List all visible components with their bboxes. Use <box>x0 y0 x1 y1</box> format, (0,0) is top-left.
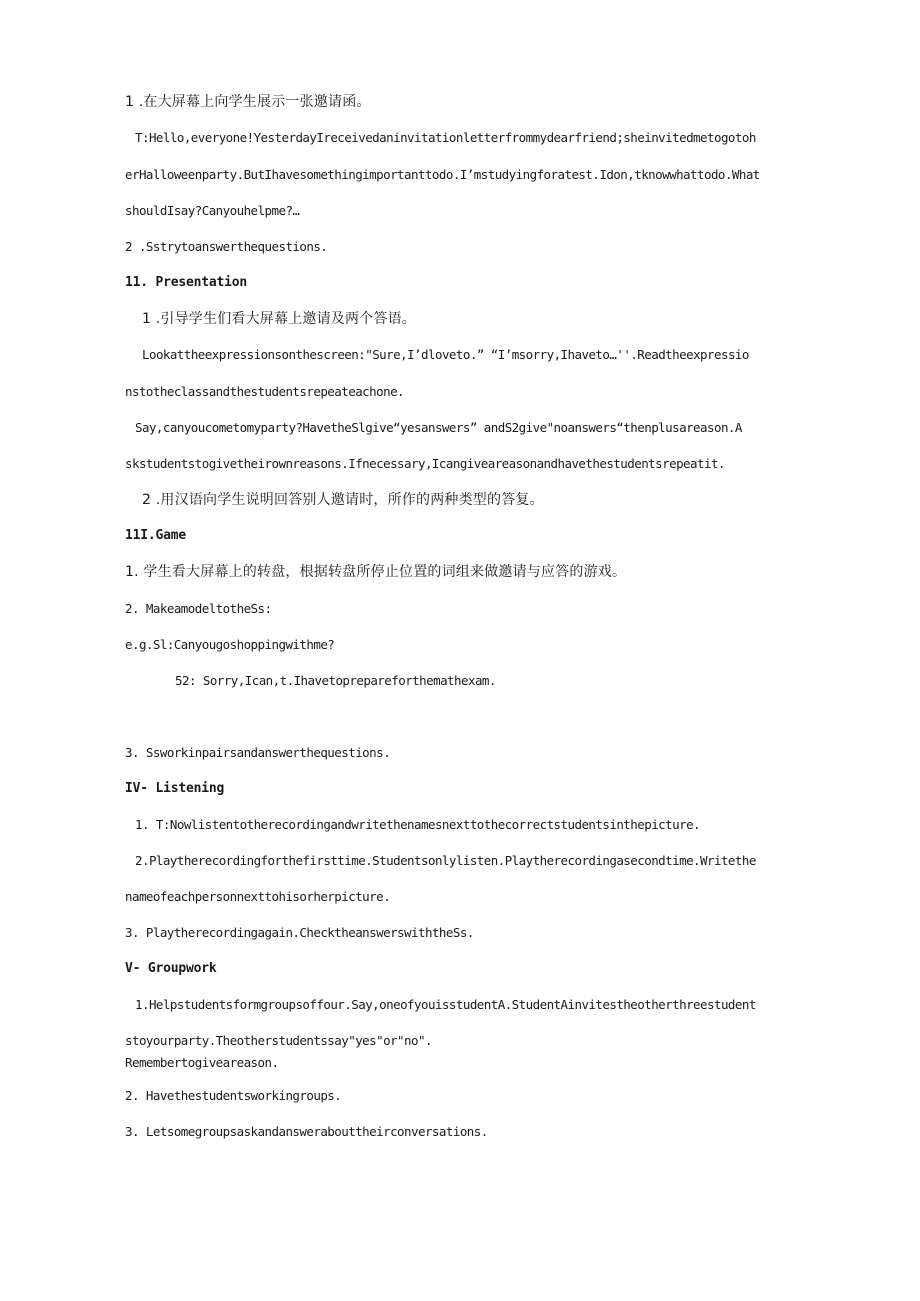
section-heading-game: 11I.Game <box>125 528 187 543</box>
listening-step-2-line-1: 2.Playtherecordingforthefirsttime.Studentsonlylisten.Playtherecordingasecondtime.Writethe <box>135 853 756 868</box>
game-step-2: 2. MakeamodeltotheSs: <box>125 601 272 616</box>
game-step-1: 1. 学生看大屏幕上的转盘，根据转盘所停止位置的词组来做邀请与应答的游戏。 <box>125 564 627 580</box>
groupwork-step-1-line-2: stoyourparty.Theotherstudentssay"yes"or"no". <box>125 1033 432 1048</box>
listening-step-1: 1. T:Nowlistentotherecordingandwritethenamesnexttothecorrectstudentsinthepicture. <box>135 817 701 832</box>
section-heading-presentation: 11. Presentation <box>125 275 248 290</box>
teacher-intro-line-1: T:Hello,everyone!YesterdayIreceivedaninvitationletterfrommydearfriend;sheinvitedmetogotoh <box>135 130 756 145</box>
groupwork-step-3: 3. Letsomegroupsaskandanswerabouttheirconversations. <box>125 1124 488 1139</box>
game-example-s1: e.g.Sl:Canyougoshoppingwithme? <box>125 637 335 652</box>
presentation-expressions-line-1: Lookattheexpressionsonthescreen:"Sure,I’dloveto.” “I’msorry,Ihaveto…''.Readtheexpressio <box>142 347 749 362</box>
presentation-party-line-1: Say,canyoucometomyparty?HavetheSlgive“yesanswers” andS2give"noanswers“thenplusareason.A <box>135 420 742 435</box>
presentation-party-line-2: skstudentstogivetheirownreasons.Ifnecessary,Icangiveareasonandhavethestudentsrepeatit. <box>125 456 725 471</box>
listening-step-3: 3. Playtherecordingagain.ChecktheanswerswiththeSs. <box>125 925 474 940</box>
groupwork-step-2: 2. Havethestudentsworkingroups. <box>125 1088 342 1103</box>
game-step-3: 3. Ssworkinpairsandanswerthequestions. <box>125 745 391 760</box>
step-1-show-invitation: 1 .在大屏幕上向学生展示一张邀请函。 <box>125 94 371 110</box>
presentation-step-1: 1 .引导学生们看大屏幕上邀请及两个答语。 <box>142 311 417 327</box>
teacher-intro-line-3: shouldIsay?Canyouhelpme?… <box>125 203 300 218</box>
teacher-intro-line-2: erHalloweenparty.ButIhavesomethingimportanttodo.I’mstudyingforatest.Idon,tknowwhattodo.What <box>125 167 760 182</box>
section-heading-listening: IV- Listening <box>125 781 225 796</box>
presentation-expressions-line-2: nstotheclassandthestudentsrepeateachone. <box>125 384 405 399</box>
listening-step-2-line-2: nameofeachpersonnexttohisorherpicture. <box>125 889 391 904</box>
groupwork-step-1-line-1: 1.Helpstudentsformgroupsoffour.Say,oneofyouisstudentA.StudentAinvitestheotherthreestudent <box>135 997 756 1012</box>
presentation-step-2: 2 .用汉语向学生说明回答别人邀请时，所作的两种类型的答复。 <box>142 492 544 508</box>
groupwork-step-1-line-3: Remembertogiveareason. <box>125 1055 279 1070</box>
step-2-answer-questions: 2 .Sstrytoanswerthequestions. <box>125 239 328 254</box>
section-heading-groupwork: V- Groupwork <box>125 961 217 976</box>
game-example-s2: 52: Sorry,Ican,t.Ihavetoprepareforthemathexam. <box>175 673 496 688</box>
